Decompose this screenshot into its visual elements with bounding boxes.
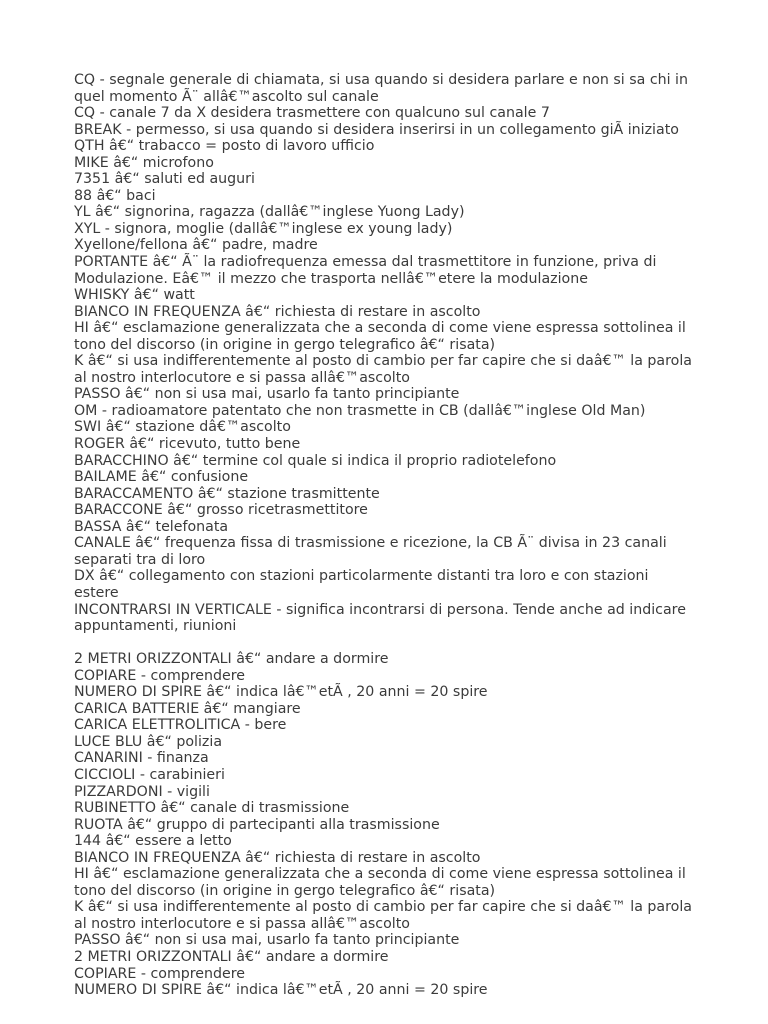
text-line: RUBINETTO â€“ canale di trasmissione [74, 800, 350, 817]
text-line: al nostro interlocutore e si passa allâ€™ascolto [74, 369, 410, 386]
text-line: CANALE â€“ frequenza fissa di trasmissione e ricezione, la CB Ã¨ divisa in 23 canali [74, 535, 667, 552]
text-line: INCONTRARSI IN VERTICALE - significa incontrarsi di persona. Tende anche ad indicare [74, 601, 686, 618]
text-line: PASSO â€“ non si usa mai, usarlo fa tanto principiante [74, 386, 460, 403]
text-line: NUMERO DI SPIRE â€“ indica lâ€™etÃ , 20 anni = 20 spire [74, 684, 488, 701]
text-line: separati tra di loro [74, 551, 206, 568]
blank-line [74, 635, 704, 652]
text-line: COPIARE - comprendere [74, 965, 246, 982]
text-line: YL â€“ signorina, ragazza (dallâ€™inglese Yuong Lady) [74, 204, 465, 221]
text-line: DX â€“ collegamento con stazioni particolarmente distanti tra loro e con stazioni [74, 568, 649, 585]
text-line: OM - radioamatore patentato che non trasmette in CB (dallâ€™inglese Old Man) [74, 402, 646, 419]
text-line: 7351 â€“ saluti ed auguri [74, 171, 255, 188]
text-line: LUCE BLU â€“ polizia [74, 733, 223, 750]
text-line: CICCIOLI - carabinieri [74, 766, 225, 783]
text-line: BREAK - permesso, si usa quando si desidera inserirsi in un collegamento giÃ iniziato [74, 121, 679, 138]
text-line: BASSA â€“ telefonata [74, 518, 229, 535]
text-line: CARICA ELETTROLITICA - bere [74, 717, 287, 734]
text-line: SWI â€“ stazione dâ€™ascolto [74, 419, 291, 436]
text-line: PIZZARDONI - vigili [74, 783, 210, 800]
text-line: BIANCO IN FREQUENZA â€“ richiesta di restare in ascolto [74, 303, 481, 320]
text-line: K â€“ si usa indifferentemente al posto di cambio per far capire che si daâ€™ la parola [74, 899, 692, 916]
text-line: BARACCONE â€“ grosso ricetrasmettitore [74, 502, 368, 519]
text-line: Xyellone/fellona â€“ padre, madre [74, 237, 318, 254]
text-line: quel momento Ã¨ allâ€™ascolto sul canale [74, 88, 379, 105]
text-line: Modulazione. Eâ€™ il mezzo che trasporta nellâ€™etere la modulazione [74, 270, 588, 287]
text-line: RUOTA â€“ gruppo di partecipanti alla trasmissione [74, 816, 440, 833]
text-line: CARICA BATTERIE â€“ mangiare [74, 700, 301, 717]
document-text-block [74, 72, 704, 999]
text-line: 2 METRI ORIZZONTALI â€“ andare a dormire [74, 651, 389, 668]
text-line: WHISKY â€“ watt [74, 287, 195, 304]
text-line: tono del discorso (in origine in gergo telegrafico â€“ risata) [74, 882, 496, 899]
text-line: HI â€“ esclamazione generalizzata che a seconda di come viene espressa sottolinea il [74, 320, 686, 337]
text-line: CQ - canale 7 da X desidera trasmettere con qualcuno sul canale 7 [74, 105, 550, 122]
text-line: MIKE â€“ microfono [74, 154, 214, 171]
text-line: PORTANTE â€“ Ã¨ la radiofrequenza emessa dal trasmettitore in funzione, priva di [74, 254, 657, 271]
text-line: estere [74, 584, 119, 601]
text-line: BIANCO IN FREQUENZA â€“ richiesta di restare in ascolto [74, 849, 481, 866]
text-line: BARACCAMENTO â€“ stazione trasmittente [74, 485, 380, 502]
text-line: 144 â€“ essere a letto [74, 833, 232, 850]
text-line: 2 METRI ORIZZONTALI â€“ andare a dormire [74, 948, 389, 965]
text-line: XYL - signora, moglie (dallâ€™inglese ex young lady) [74, 220, 453, 237]
text-line: tono del discorso (in origine in gergo telegrafico â€“ risata) [74, 336, 496, 353]
text-line: COPIARE - comprendere [74, 667, 246, 684]
text-line: QTH â€“ trabacco = posto di lavoro ufficio [74, 138, 375, 155]
text-line: 88 â€“ baci [74, 187, 156, 204]
text-line: BARACCHINO â€“ termine col quale si indica il proprio radiotelefono [74, 452, 557, 469]
text-line: CQ - segnale generale di chiamata, si usa quando si desidera parlare e non si sa chi in [74, 72, 688, 88]
text-line: PASSO â€“ non si usa mai, usarlo fa tanto principiante [74, 932, 460, 949]
text-line: HI â€“ esclamazione generalizzata che a seconda di come viene espressa sottolinea il [74, 866, 686, 883]
text-line: appuntamenti, riunioni [74, 618, 237, 635]
text-line: BAILAME â€“ confusione [74, 469, 249, 486]
text-line: ROGER â€“ ricevuto, tutto bene [74, 436, 301, 453]
text-line: al nostro interlocutore e si passa allâ€™ascolto [74, 915, 410, 932]
text-line: CANARINI - finanza [74, 750, 209, 767]
text-line: NUMERO DI SPIRE â€“ indica lâ€™etÃ , 20 anni = 20 spire [74, 982, 488, 999]
text-line: K â€“ si usa indifferentemente al posto di cambio per far capire che si daâ€™ la parola [74, 353, 692, 370]
